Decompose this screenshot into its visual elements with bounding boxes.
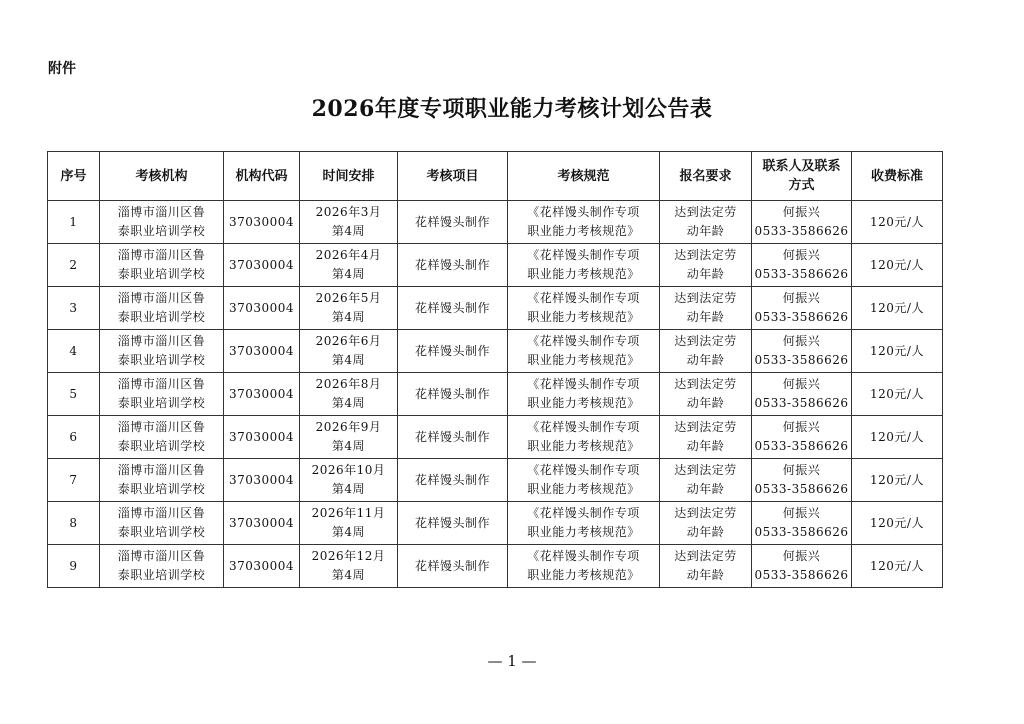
table-row: [48, 373, 943, 416]
cell-standard: 《花样馒头制作专项 职业能力考核规范》: [508, 459, 660, 502]
cell-org: 淄博市淄川区鲁 泰职业培训学校: [100, 416, 224, 459]
cell-contact: 何振兴 0533-3586626: [752, 502, 852, 545]
cell-time: 2026年10月 第4周: [300, 459, 398, 502]
table-row: [48, 459, 943, 502]
cell-project: 花样馒头制作: [398, 502, 508, 545]
cell-no: 5: [48, 373, 100, 416]
table-row: [48, 545, 943, 588]
attachment-label: 附件: [48, 61, 76, 77]
cell-requirement: 达到法定劳 动年龄: [660, 330, 752, 373]
table-row: [48, 330, 943, 373]
cell-org: 淄博市淄川区鲁 泰职业培训学校: [100, 287, 224, 330]
header-contact: 联系人及联系 方式: [752, 152, 852, 201]
cell-fee: 120元/人: [852, 502, 943, 545]
cell-org: 淄博市淄川区鲁 泰职业培训学校: [100, 502, 224, 545]
cell-standard: 《花样馒头制作专项 职业能力考核规范》: [508, 416, 660, 459]
cell-no: 8: [48, 502, 100, 545]
cell-no: 1: [48, 201, 100, 244]
page-number: — 1 —: [487, 652, 537, 670]
cell-standard: 《花样馒头制作专项 职业能力考核规范》: [508, 373, 660, 416]
cell-no: 9: [48, 545, 100, 588]
cell-code: 37030004: [224, 545, 300, 588]
table-row: [48, 244, 943, 287]
cell-contact: 何振兴 0533-3586626: [752, 287, 852, 330]
assessment-plan-table: [47, 151, 943, 588]
header-no: 序号: [48, 152, 100, 201]
cell-time: 2026年4月 第4周: [300, 244, 398, 287]
cell-requirement: 达到法定劳 动年龄: [660, 201, 752, 244]
cell-fee: 120元/人: [852, 545, 943, 588]
cell-code: 37030004: [224, 459, 300, 502]
cell-time: 2026年9月 第4周: [300, 416, 398, 459]
cell-project: 花样馒头制作: [398, 330, 508, 373]
cell-org: 淄博市淄川区鲁 泰职业培训学校: [100, 330, 224, 373]
cell-time: 2026年11月 第4周: [300, 502, 398, 545]
cell-project: 花样馒头制作: [398, 287, 508, 330]
cell-code: 37030004: [224, 330, 300, 373]
cell-code: 37030004: [224, 201, 300, 244]
cell-org: 淄博市淄川区鲁 泰职业培训学校: [100, 244, 224, 287]
cell-no: 6: [48, 416, 100, 459]
cell-fee: 120元/人: [852, 416, 943, 459]
cell-code: 37030004: [224, 287, 300, 330]
cell-requirement: 达到法定劳 动年龄: [660, 459, 752, 502]
cell-no: 3: [48, 287, 100, 330]
cell-time: 2026年3月 第4周: [300, 201, 398, 244]
cell-standard: 《花样馒头制作专项 职业能力考核规范》: [508, 330, 660, 373]
cell-time: 2026年5月 第4周: [300, 287, 398, 330]
cell-no: 7: [48, 459, 100, 502]
cell-standard: 《花样馒头制作专项 职业能力考核规范》: [508, 502, 660, 545]
cell-time: 2026年8月 第4周: [300, 373, 398, 416]
cell-no: 4: [48, 330, 100, 373]
cell-time: 2026年12月 第4周: [300, 545, 398, 588]
cell-code: 37030004: [224, 373, 300, 416]
cell-fee: 120元/人: [852, 201, 943, 244]
cell-project: 花样馒头制作: [398, 201, 508, 244]
cell-org: 淄博市淄川区鲁 泰职业培训学校: [100, 459, 224, 502]
cell-org: 淄博市淄川区鲁 泰职业培训学校: [100, 545, 224, 588]
cell-fee: 120元/人: [852, 287, 943, 330]
cell-project: 花样馒头制作: [398, 416, 508, 459]
header-requirement: 报名要求: [660, 152, 752, 201]
header-code: 机构代码: [224, 152, 300, 201]
cell-org: 淄博市淄川区鲁 泰职业培训学校: [100, 201, 224, 244]
cell-org: 淄博市淄川区鲁 泰职业培训学校: [100, 373, 224, 416]
cell-requirement: 达到法定劳 动年龄: [660, 373, 752, 416]
cell-standard: 《花样馒头制作专项 职业能力考核规范》: [508, 287, 660, 330]
cell-standard: 《花样馒头制作专项 职业能力考核规范》: [508, 545, 660, 588]
cell-code: 37030004: [224, 416, 300, 459]
header-time: 时间安排: [300, 152, 398, 201]
cell-fee: 120元/人: [852, 459, 943, 502]
cell-requirement: 达到法定劳 动年龄: [660, 287, 752, 330]
page-title: 2026年度专项职业能力考核计划公告表: [311, 96, 713, 122]
cell-code: 37030004: [224, 502, 300, 545]
cell-project: 花样馒头制作: [398, 244, 508, 287]
cell-project: 花样馒头制作: [398, 459, 508, 502]
cell-contact: 何振兴 0533-3586626: [752, 545, 852, 588]
cell-contact: 何振兴 0533-3586626: [752, 373, 852, 416]
cell-standard: 《花样馒头制作专项 职业能力考核规范》: [508, 201, 660, 244]
table-row: [48, 201, 943, 244]
header-standard: 考核规范: [508, 152, 660, 201]
header-fee: 收费标准: [852, 152, 943, 201]
table-row: [48, 287, 943, 330]
cell-time: 2026年6月 第4周: [300, 330, 398, 373]
cell-fee: 120元/人: [852, 244, 943, 287]
table-header-row: [48, 152, 943, 201]
cell-project: 花样馒头制作: [398, 545, 508, 588]
header-project: 考核项目: [398, 152, 508, 201]
cell-contact: 何振兴 0533-3586626: [752, 201, 852, 244]
table-row: [48, 416, 943, 459]
cell-contact: 何振兴 0533-3586626: [752, 416, 852, 459]
cell-standard: 《花样馒头制作专项 职业能力考核规范》: [508, 244, 660, 287]
cell-requirement: 达到法定劳 动年龄: [660, 244, 752, 287]
cell-requirement: 达到法定劳 动年龄: [660, 502, 752, 545]
cell-requirement: 达到法定劳 动年龄: [660, 416, 752, 459]
cell-code: 37030004: [224, 244, 300, 287]
cell-fee: 120元/人: [852, 330, 943, 373]
cell-fee: 120元/人: [852, 373, 943, 416]
cell-requirement: 达到法定劳 动年龄: [660, 545, 752, 588]
cell-contact: 何振兴 0533-3586626: [752, 459, 852, 502]
cell-contact: 何振兴 0533-3586626: [752, 244, 852, 287]
table-row: [48, 502, 943, 545]
cell-contact: 何振兴 0533-3586626: [752, 330, 852, 373]
cell-no: 2: [48, 244, 100, 287]
cell-project: 花样馒头制作: [398, 373, 508, 416]
header-org: 考核机构: [100, 152, 224, 201]
